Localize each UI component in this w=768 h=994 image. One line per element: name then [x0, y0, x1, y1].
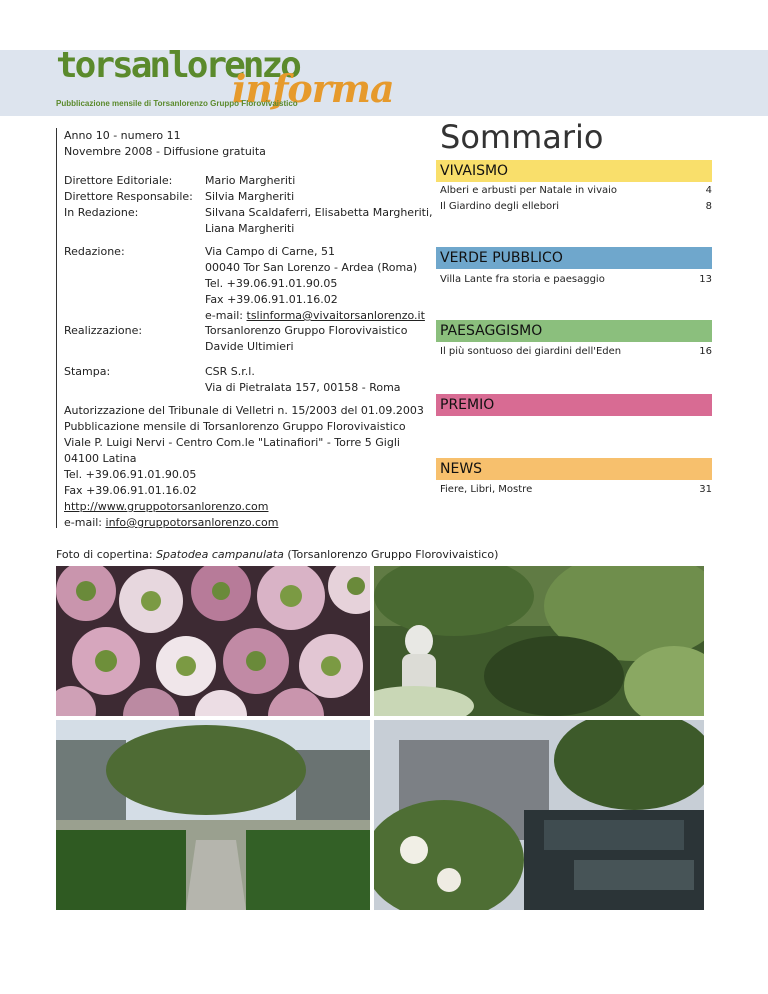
- stampa-1: CSR S.r.l.: [205, 365, 255, 378]
- toc-entry-text: Alberi e arbusti per Natale in vivaio: [440, 185, 618, 196]
- realizzazione-2: Davide Ultimieri: [205, 340, 294, 353]
- authorization-email-line: [64, 515, 278, 531]
- date-line: Novembre 2008 - Diffusione gratuita: [64, 145, 266, 158]
- toc-entry[interactable]: [440, 183, 712, 199]
- section-title-paesaggismo: PAESAGGISMO: [440, 323, 543, 339]
- stampa-2: Via di Pietralata 157, 00158 - Roma: [205, 381, 401, 394]
- authorization-fax: Fax +39.06.91.01.16.02: [64, 484, 197, 497]
- toc-entry-page: 16: [699, 346, 712, 357]
- authorization-tel: Tel. +39.06.91.01.90.05: [64, 468, 197, 481]
- toc-entry-text: Villa Lante fra storia e paesaggio: [440, 274, 605, 285]
- stampa-label: Stampa:: [64, 365, 111, 378]
- section-bar-verde-pubblico: [436, 247, 712, 269]
- villa-parterre-image: [56, 720, 370, 910]
- website-link[interactable]: http://www.gruppotorsanlorenzo.com: [64, 500, 269, 513]
- toc-entry-text: Il più sontuoso dei giardini dell'Eden: [440, 346, 622, 357]
- toc-entry[interactable]: [440, 482, 712, 498]
- section-title-vivaismo: VIVAISMO: [440, 163, 509, 179]
- toc-entry[interactable]: [440, 344, 712, 360]
- section-bar-premio: [436, 394, 712, 416]
- direttore-responsabile: Silvia Margheriti: [205, 190, 295, 203]
- cover-caption: [56, 548, 498, 561]
- toc-entry-page: 8: [705, 201, 712, 212]
- redazione-address-1: Via Campo di Carne, 51: [205, 245, 335, 258]
- logo-subtitle: Pubblicazione mensile di Torsanlorenzo Gruppo Florovivaistico: [56, 99, 298, 108]
- logo-script: informa: [232, 66, 394, 111]
- toc-entry[interactable]: [440, 199, 712, 215]
- redazione-address-2: 00040 Tor San Lorenzo - Ardea (Roma): [205, 261, 418, 274]
- realizzazione-1: Torsanlorenzo Gruppo Florovivaistico: [205, 324, 408, 337]
- redazione-label: Redazione:: [64, 245, 125, 258]
- toc-entry-page: 4: [705, 185, 712, 196]
- masthead: [56, 128, 433, 529]
- toc-entry-text: Fiere, Libri, Mostre: [440, 484, 533, 495]
- photo-hellebore-flowers: [56, 566, 370, 716]
- section-bar-paesaggismo: [436, 320, 712, 342]
- cover-caption-suffix: (Torsanlorenzo Gruppo Florovivaistico): [283, 548, 499, 561]
- section-title-premio: PREMIO: [440, 397, 495, 413]
- realizzazione-label: Realizzazione:: [64, 324, 143, 337]
- authorization-1: Autorizzazione del Tribunale di Velletri n. 15/2003 del 01.09.2003: [64, 404, 424, 417]
- section-title-verde-pubblico: VERDE PUBBLICO: [440, 250, 563, 266]
- in-redazione-label: In Redazione:: [64, 206, 139, 219]
- toc-entry-page: 13: [699, 274, 712, 285]
- toc-entry-text: Il Giardino degli ellebori: [440, 201, 560, 212]
- authorization-2: Pubblicazione mensile di Torsanlorenzo Gruppo Florovivaistico: [64, 420, 406, 433]
- cover-caption-species: Spatodea campanulata: [156, 548, 284, 561]
- cover-caption-prefix: Foto di copertina:: [56, 548, 157, 561]
- logo-main: torsanlorenzo: [56, 45, 299, 86]
- direttore-editoriale-label: Direttore Editoriale:: [64, 174, 173, 187]
- redazione-email-line: [205, 308, 425, 324]
- toc-entry[interactable]: [440, 272, 712, 288]
- redazione-fax: Fax +39.06.91.01.16.02: [205, 293, 338, 306]
- authorization-email-link[interactable]: info@gruppotorsanlorenzo.com: [105, 516, 279, 529]
- photo-garden-statue: [374, 566, 704, 716]
- direttore-editoriale: Mario Margheriti: [205, 174, 296, 187]
- garden-statue-image: [374, 566, 704, 716]
- photo-villa-parterre: [56, 720, 370, 910]
- photo-fountain: [374, 720, 704, 910]
- redazione-tel: Tel. +39.06.91.01.90.05: [205, 277, 338, 290]
- sommario-title: Sommario: [440, 118, 604, 156]
- in-redazione-line-2: Liana Margheriti: [205, 222, 295, 235]
- section-bar-news: [436, 458, 712, 480]
- fountain-image: [374, 720, 704, 910]
- authorization-email-prefix: e-mail:: [64, 516, 106, 529]
- authorization-4: 04100 Latina: [64, 452, 137, 465]
- toc-entry-page: 31: [699, 484, 712, 495]
- authorization-web-line: [64, 499, 268, 515]
- issue-line: Anno 10 - numero 11: [64, 129, 181, 142]
- section-bar-vivaismo: [436, 160, 712, 182]
- authorization-3: Viale P. Luigi Nervi - Centro Com.le "Latinafiori" - Torre 5 Gigli: [64, 436, 400, 449]
- section-title-news: NEWS: [440, 461, 483, 477]
- hellebore-flowers-image: [56, 566, 370, 716]
- redazione-email-link[interactable]: tslinforma@vivaitorsanlorenzo.it: [246, 309, 425, 322]
- direttore-responsabile-label: Direttore Responsabile:: [64, 190, 193, 203]
- in-redazione-line-1: Silvana Scaldaferri, Elisabetta Margheriti,: [205, 206, 433, 219]
- redazione-email-prefix: e-mail:: [205, 309, 247, 322]
